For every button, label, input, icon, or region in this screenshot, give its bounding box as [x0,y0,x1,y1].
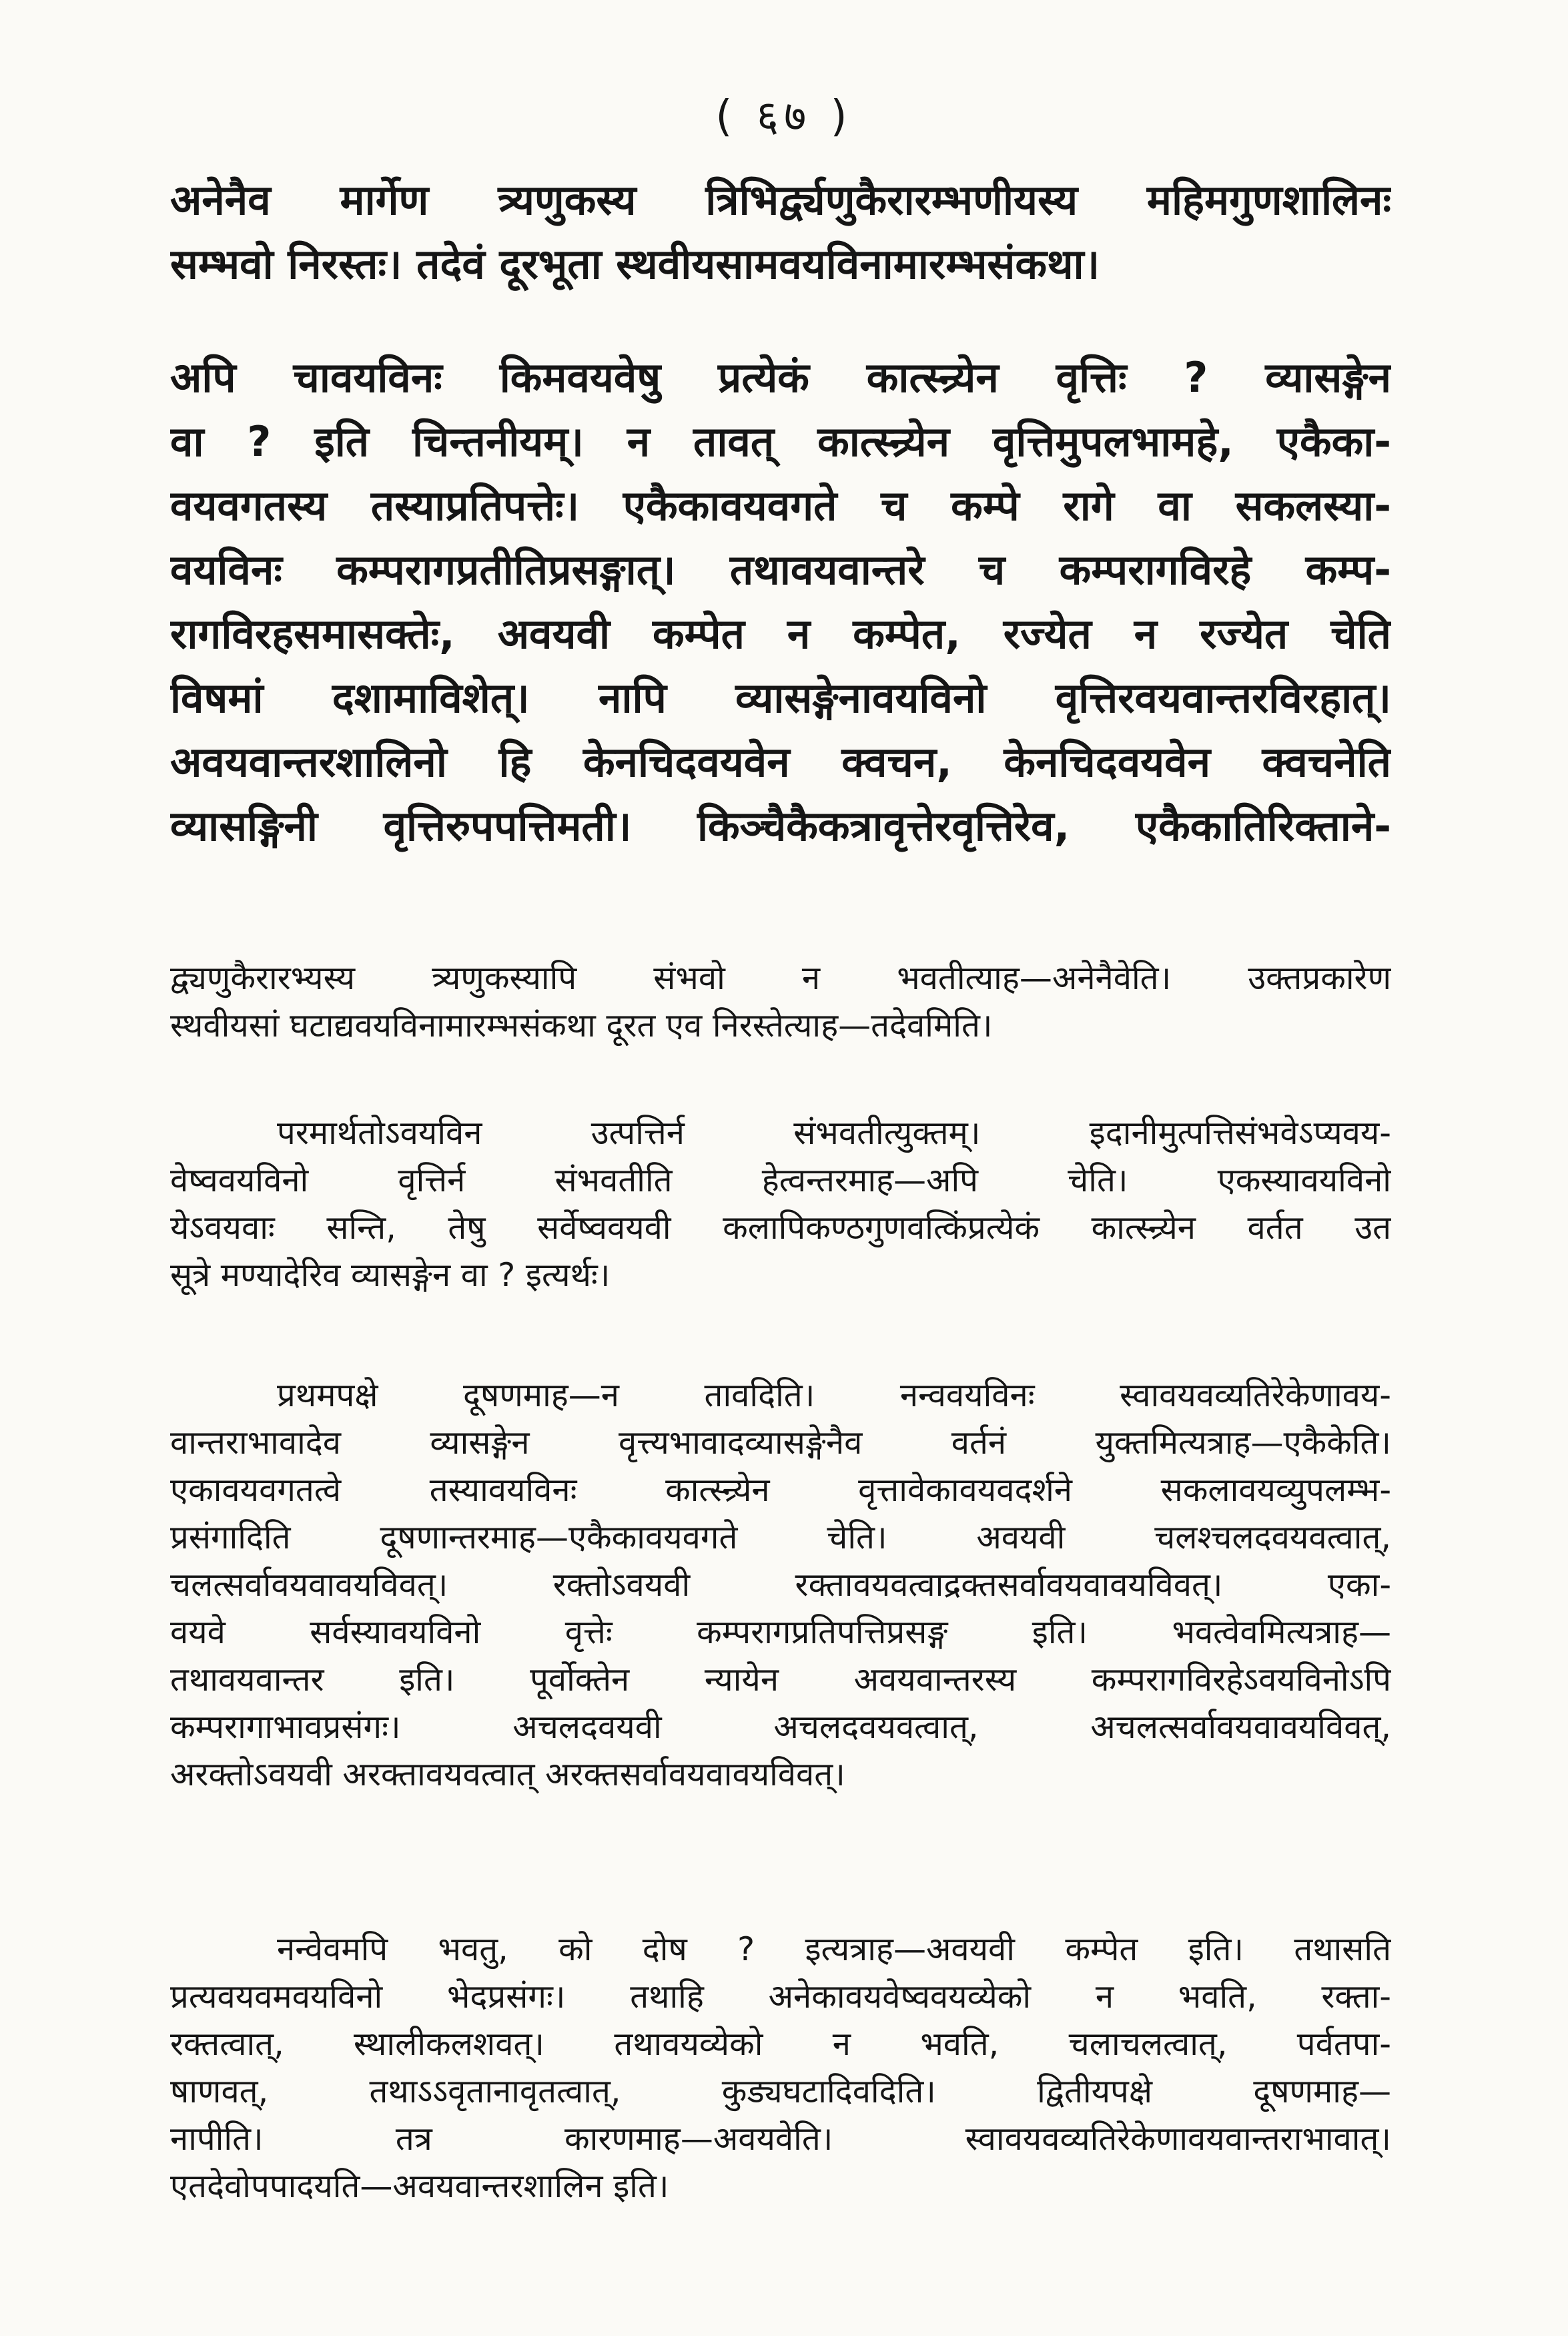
text-line: रक्तत्वात्, स्थालीकलशवत्। तथावयव्येको न भवति, चलाचलत्वात्, पर्वतपा- [170,2025,1391,2063]
commentary-paragraph-3 [170,1372,1391,1798]
text-line: नापीति। तत्र कारणमाह—अवयवेति। स्वावयवव्यतिरेकेणावयवान्तराभावात्। [170,2120,1391,2158]
text-line: वान्तराभावादेव व्यासङ्गेन वृत्त्यभावादव्यासङ्गेनैव वर्तनं युक्तमित्यत्राह—एकैकेति। [170,1424,1391,1462]
text-line: अवयवान्तरशालिनो हि केनचिदवयवेन क्वचन, केनचिदवयवेन क्वचनेति [170,738,1391,786]
page-number: ( ६७ ) [715,92,853,141]
mula-paragraph-1 [170,168,1391,296]
text-line: सम्भवो निरस्तः। तदेवं दूरभूता स्थवीयसामवयविनामारम्भसंकथा। [170,240,1100,288]
text-line: नन्वेवमपि भवतु, को दोष ? इत्यत्राह—अवयवी कम्पेत इति। तथासति [277,1930,1391,1968]
mula-paragraph-2 [170,346,1391,858]
text-line: प्रथमपक्षे दूषणमाह—न तावदिति। नन्ववयविनः स्वावयवव्यतिरेकेणावय- [277,1376,1391,1414]
commentary-paragraph-2 [170,1109,1391,1299]
text-line: परमार्थतोऽवयविन उत्पत्तिर्न संभवतीत्युक्तम्। इदानीमुत्पत्तिसंभवेऽप्यवय- [277,1114,1391,1152]
text-line: वयविनः कम्परागप्रतीतिप्रसङ्गात्। तथावयवान्तरे च कम्परागविरहे कम्प- [170,545,1391,594]
text-line: कम्परागाभावप्रसंगः। अचलदवयवी अचलदवयवत्वात्, अचलत्सर्वावयवावयविवत्, [170,1708,1391,1746]
text-line: प्रत्यवयवमवयविनो भेदप्रसंगः। तथाहि अनेकावयवेष्ववयव्येको न भवति, रक्ता- [170,1978,1391,2016]
text-line: सूत्रे मण्यादेरिव व्यासङ्गेन वा ? इत्यर्थः। [170,1256,611,1294]
text-line: द्व्यणुकैरारभ्यस्य त्र्यणुकस्यापि संभवो न भवतीत्याह—अनेनैवेति। उक्तप्रकारेण [170,959,1391,997]
text-line: एकावयवगतत्वे तस्यावयविनः कात्स्न्र्येन वृत्तावेकावयवदर्शने सकलावयव्युपलम्भ- [170,1471,1391,1509]
text-line: चलत्सर्वावयवावयविवत्। रक्तोऽवयवी रक्तावयवत्वाद्रक्तसर्वावयवावयविवत्। एका- [170,1566,1391,1604]
text-line: तथावयवान्तर इति। पूर्वोक्तेन न्यायेन अवयवान्तरस्य कम्परागविरहेऽवयविनोऽपि [170,1661,1391,1699]
commentary-paragraph-4 [170,1926,1391,2210]
text-line: अरक्तोऽवयवी अरक्तावयवत्वात् अरक्तसर्वावयवावयविवत्। [170,1755,845,1793]
text-line: वयवे सर्वस्यावयविनो वृत्तेः कम्परागप्रतिपत्तिप्रसङ्ग इति। भवत्वेवमित्यत्राह— [170,1613,1391,1651]
text-line: अपि चावयविनः किमवयवेषु प्रत्येकं कात्स्न्र्येन वृत्तिः ? व्यासङ्गेन [170,353,1391,402]
text-line: येऽवयवाः सन्ति, तेषु सर्वेष्ववयवी कलापिकण्ठगुणवत्किंप्रत्येकं कात्स्न्र्येन वर्तत उत [170,1209,1391,1247]
text-line: विषमां दशामाविशेत्। नापि व्यासङ्गेनावयविनो वृत्तिरवयवान्तरविरहात्। [170,673,1391,722]
text-line: रागविरहसमासक्तेः, अवयवी कम्पेत न कम्पेत, रज्येत न रज्येत चेति [170,609,1391,658]
text-line: स्थवीयसां घटाद्यवयविनामारम्भसंकथा दूरत एव निरस्तेत्याह—तदेवमिति। [170,1006,993,1045]
commentary-paragraph-1 [170,954,1391,1049]
text-line: व्यासङ्गिनी वृत्तिरुपपत्तिमती। किञ्चैकैकत्रावृत्तेरवृत्तिरेव, एकैकातिरिक्ताने- [170,802,1391,850]
text-line: अनेनैव मार्गेण त्र्यणुकस्य त्रिभिर्द्व्यणुकैरारम्भणीयस्य महिमगुणशालिनः [170,176,1391,224]
text-line: वेष्ववयविनो वृत्तिर्न संभवतीति हेत्वन्तरमाह—अपि चेति। एकस्यावयविनो [170,1161,1391,1199]
text-line: वा ? इति चिन्तनीयम्। न तावत् कात्स्न्र्येन वृत्तिमुपलभामहे, एकैका- [170,417,1391,466]
text-line: षाणवत्, तथाऽऽवृतानावृतत्वात्, कुड्यघटादिवदिति। द्वितीयपक्षे दूषणमाह— [170,2072,1391,2110]
text-line: वयवगतस्य तस्याप्रतिपत्तेः। एकैकावयवगते च कम्पे रागे वा सकलस्या- [170,481,1391,530]
text-line: एतदेवोपपादयति—अवयवान्तरशालिन इति। [170,2167,669,2205]
text-line: प्रसंगादिति दूषणान्तरमाह—एकैकावयवगते चेति। अवयवी चलश्चलदवयवत्वात्, [170,1518,1391,1556]
